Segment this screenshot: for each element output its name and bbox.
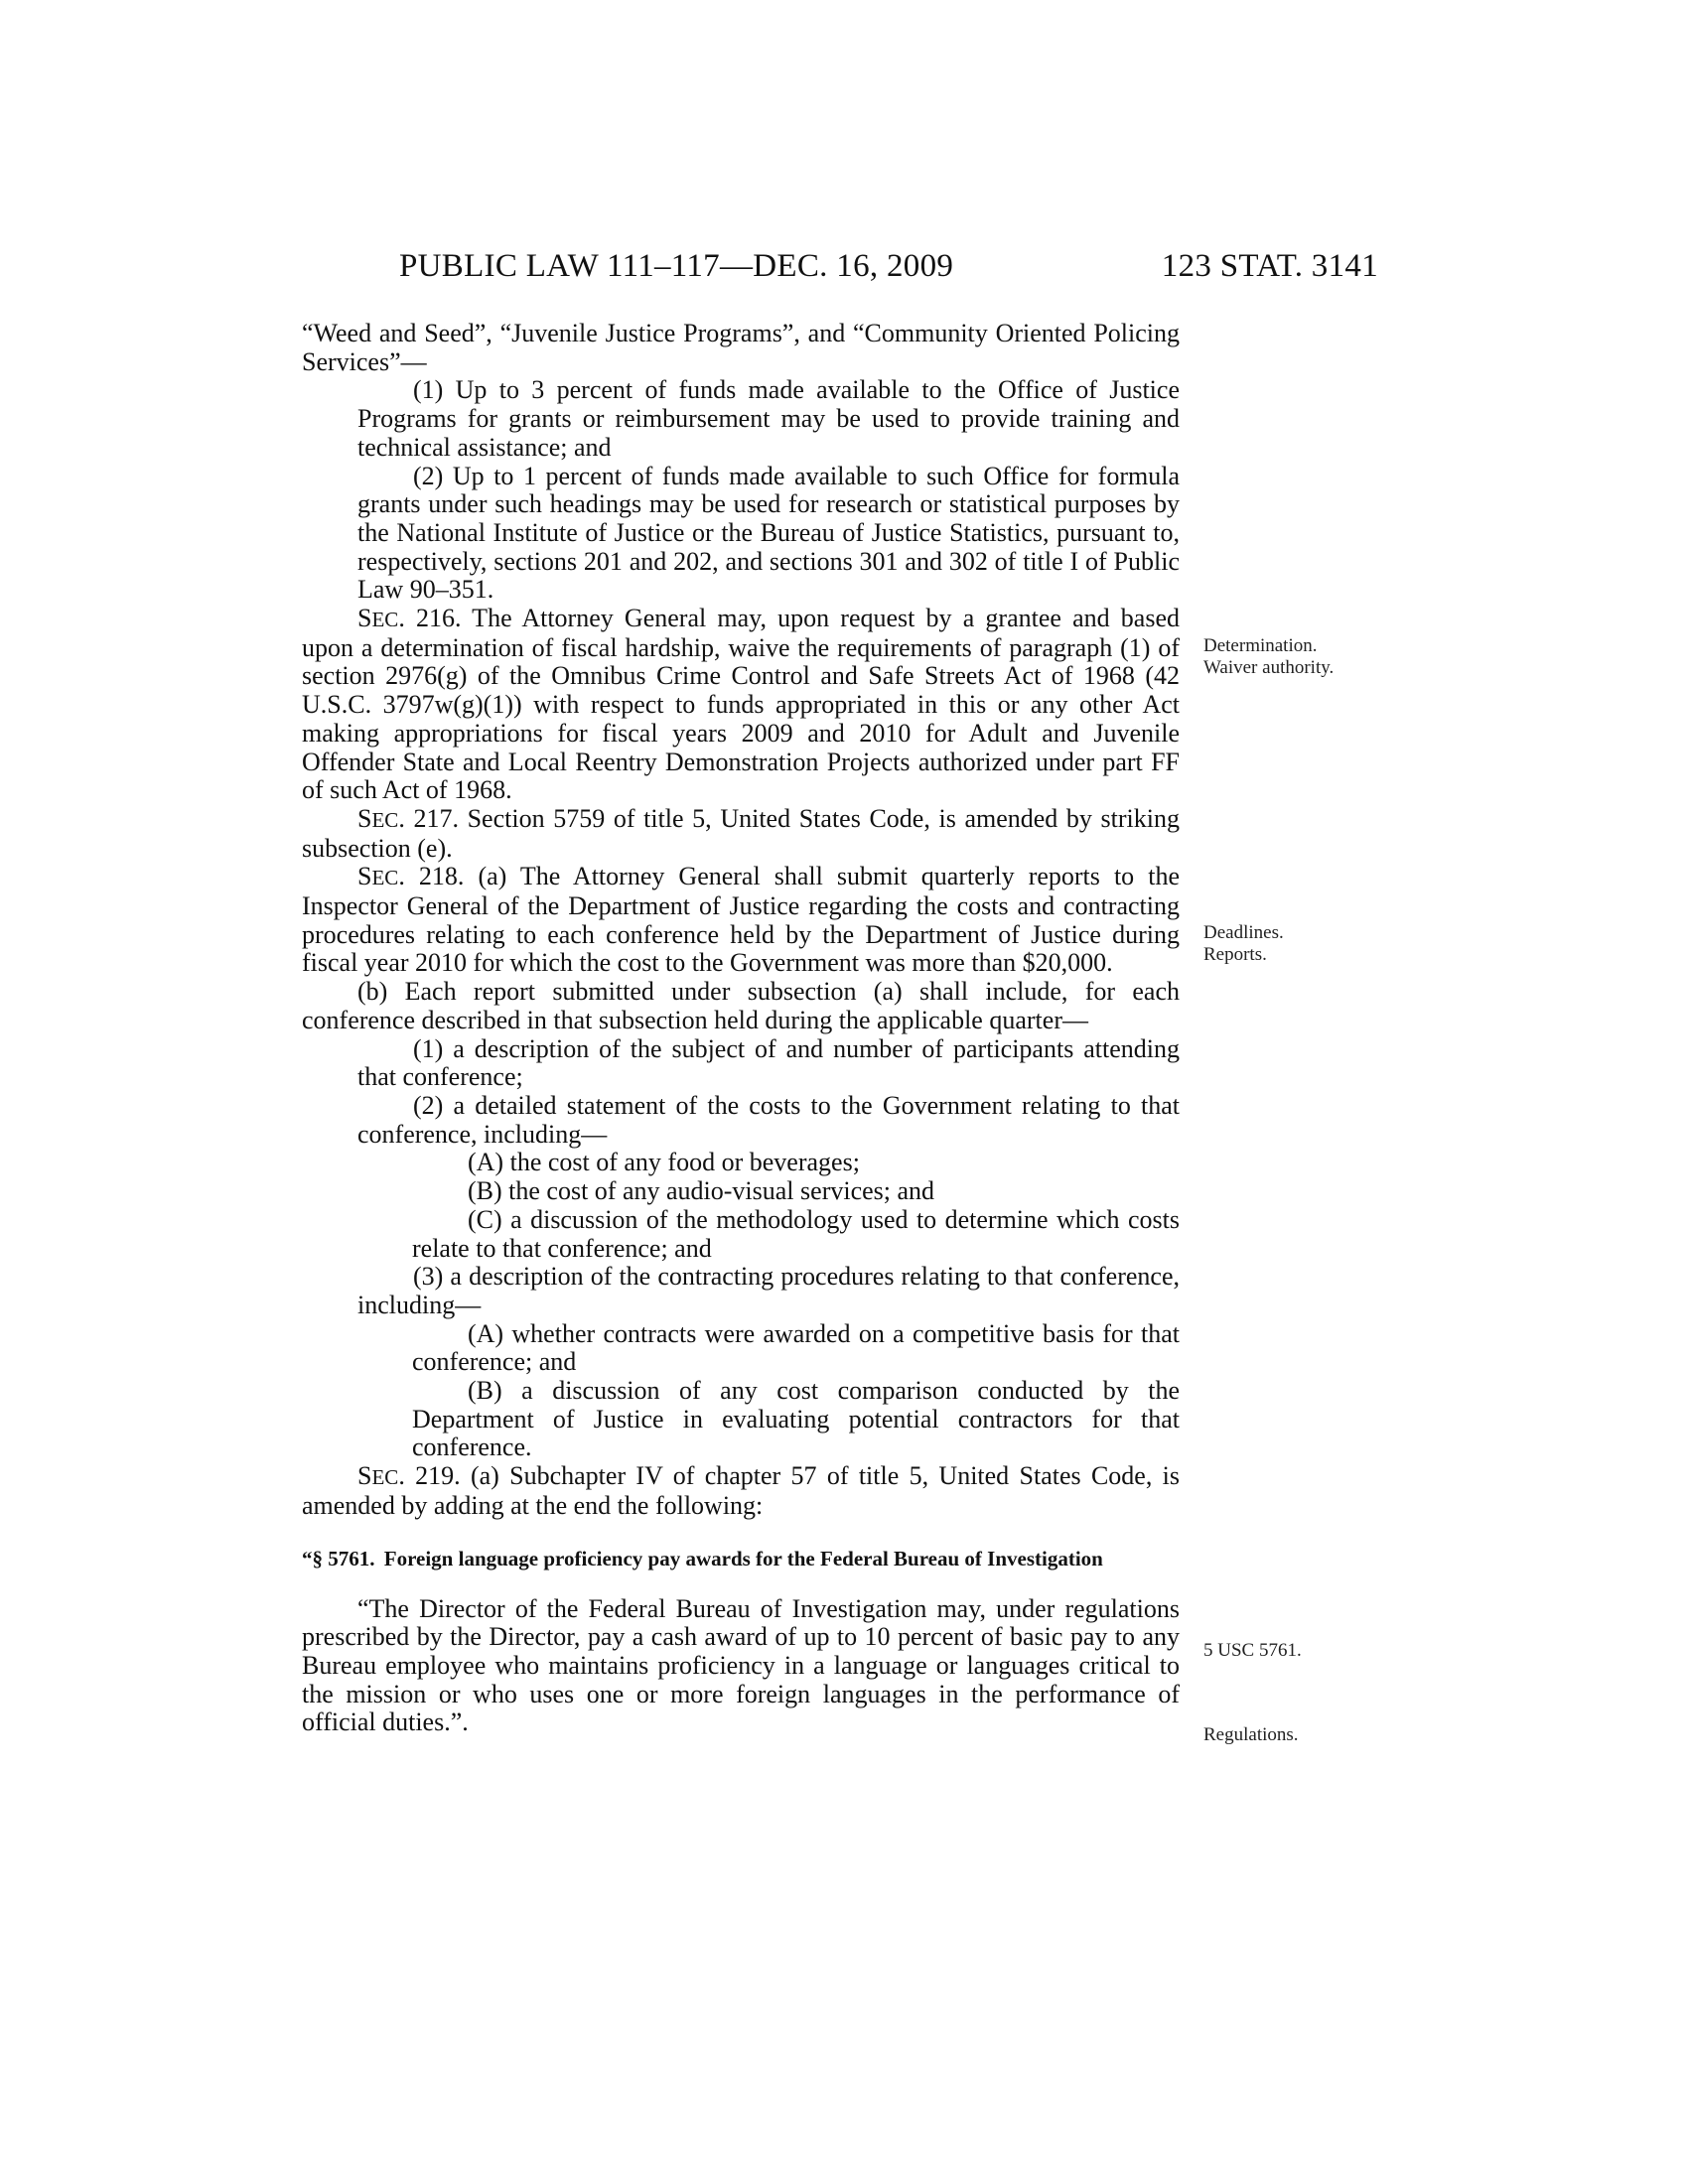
margin-note-usc: 5 USC 5761. — [1203, 1640, 1302, 1661]
section-218b-item-2C: (C) a discussion of the methodology used to determine which costs relate to that conference; and — [412, 1204, 1180, 1263]
section-217-text: . 217. Section 5759 of title 5, United States Code, is amended by striking subsection (e). — [302, 803, 1180, 863]
section-219 — [302, 1462, 1180, 1520]
header-title: PUBLIC LAW 111–117—DEC. 16, 2009 — [399, 248, 954, 284]
section-219-text: . 219. (a) Subchapter IV of chapter 57 of title 5, United States Code, is amended by adding at the end the following: — [302, 1461, 1180, 1520]
section-218b-item-2: (2) a detailed statement of the costs to the Government relating to that conference, including— — [357, 1090, 1180, 1149]
section-218b: (b) Each report submitted under subsection (a) shall include, for each conference described in that subsection held during the applicable quarter— — [302, 977, 1180, 1034]
margin-note-deadlines: Deadlines. — [1203, 922, 1284, 943]
page-header — [302, 248, 1378, 298]
section-218b-item-3B: (B) a discussion of any cost comparison conducted by the Department of Justice in evaluating potential contractors for that conference. — [412, 1376, 1180, 1462]
section-heading-title: Foreign language proficiency pay awards for the Federal Bureau of Investigation — [383, 1546, 1103, 1570]
sec-label-s: S — [357, 803, 372, 833]
section-218b-item-3: (3) a description of the contracting procedures relating to that conference, including— — [357, 1262, 1180, 1319]
section-218b-item-1: (1) a description of the subject of and number of participants attending that conference; — [357, 1033, 1180, 1092]
section-heading-number: “§ 5761. — [302, 1546, 375, 1570]
section-218b-item-2A: (A) the cost of any food or beverages; — [468, 1148, 860, 1177]
section-218b-item-3A: (A) whether contracts were awarded on a competitive basis for that conference; and — [412, 1318, 1180, 1377]
sec-label-ec: EC — [371, 608, 399, 632]
margin-note-waiver: Waiver authority. — [1203, 657, 1335, 678]
sec-label-ec: EC — [371, 866, 399, 890]
sec-label-ec: EC — [371, 1465, 399, 1490]
paragraph-1: (1) Up to 3 percent of funds made available to the Office of Justice Programs for grants or reimbursement may be used to provide training and technical assistance; and — [357, 375, 1180, 462]
sec-label-ec: EC — [371, 807, 399, 832]
margin-note-regulations: Regulations. — [1203, 1724, 1299, 1745]
section-218a — [302, 863, 1180, 978]
section-217 — [302, 805, 1180, 863]
header-stat-page: 123 STAT. 3141 — [1161, 248, 1378, 284]
margin-note-determination: Determination. — [1203, 635, 1318, 656]
section-heading-5761 — [302, 1547, 1180, 1571]
section-216 — [302, 605, 1180, 805]
document-body — [302, 320, 1180, 1737]
paragraph-2: (2) Up to 1 percent of funds made available to such Office for formula grants under such headings may be used for research or statistical purposes by the National Institute of Justice or the Bureau of Justice Statistics, pursuant to, respectively, sections 201 and 202, and sections 301 and 302 of title I of Public Law 90–351. — [357, 461, 1180, 605]
margin-note-reports: Reports. — [1203, 944, 1267, 965]
section-216-text: . 216. The Attorney General may, upon request by a grantee and based upon a determination of fiscal hardship, waive the requirements of paragraph (1) of section 2976(g) of the Omnibus Crime Control and Safe Streets Act of 1968 (42 U.S.C. 3797w(g)(1)) with respect to funds appropriated in this or any other Act making appropriations for fiscal years 2009 and 2010 for Adult and Juvenile Offender State and Local Reentry Demonstration Projects authorized under part FF of such Act of 1968. — [302, 604, 1180, 805]
final-paragraph: “The Director of the Federal Bureau of Investigation may, under regulations prescribed by the Director, pay a cash award of up to 10 percent of basic pay to any Bureau employee who maintains proficiency in a language or languages critical to the mission or who uses one or more foreign languages in the performance of official duties.”. — [302, 1593, 1180, 1737]
sec-label-s: S — [357, 1461, 372, 1491]
section-218b-item-2B: (B) the cost of any audio-visual services; and — [468, 1176, 935, 1206]
section-218a-text: . 218. (a) The Attorney General shall submit quarterly reports to the Inspector General of the Department of Justice regarding the costs and contracting procedures relating to each conference held by the Department of Justice during fiscal year 2010 for which the cost to the Government was more than $20,000. — [302, 862, 1180, 978]
sec-label-s: S — [357, 862, 372, 891]
sec-label-s: S — [357, 604, 372, 633]
intro-paragraph: “Weed and Seed”, “Juvenile Justice Programs”, and “Community Oriented Policing Services”— — [302, 319, 1180, 376]
